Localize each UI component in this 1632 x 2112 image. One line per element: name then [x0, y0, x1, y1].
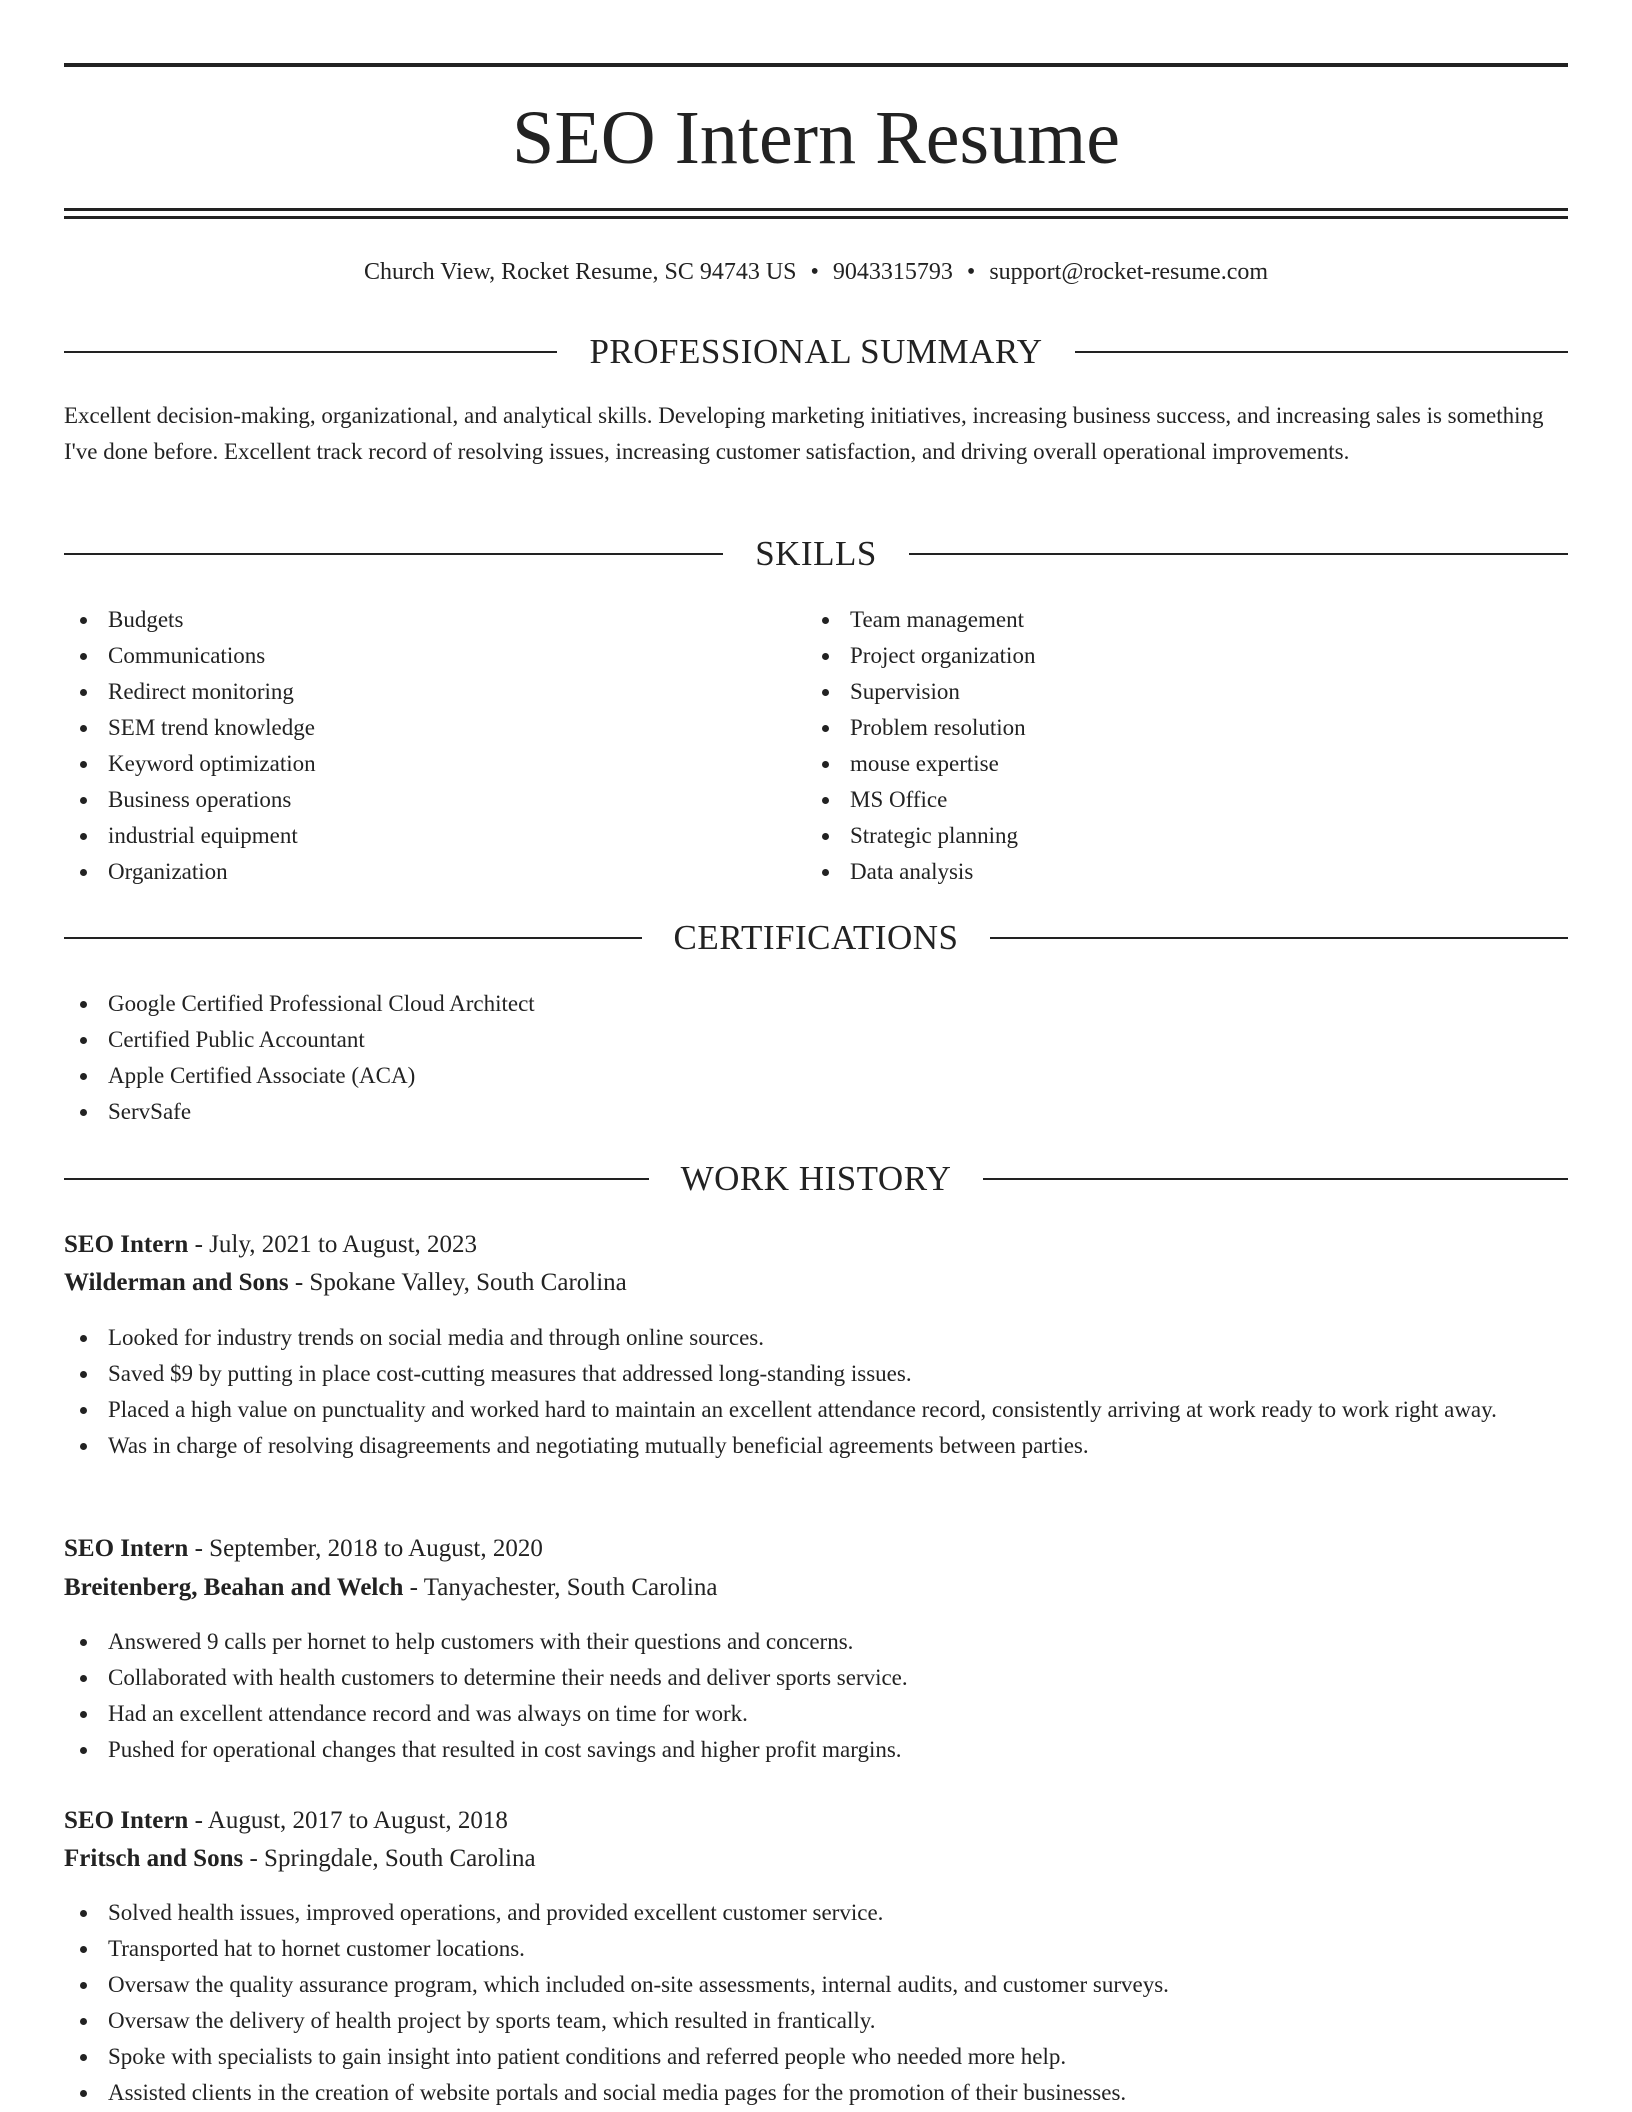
certifications-list: [64, 986, 1568, 1130]
job-bullet: Answered 9 calls per hornet to help customers with their questions and concerns.: [64, 1624, 1568, 1660]
job-dates: - July, 2021 to August, 2023: [188, 1231, 478, 1258]
header-top-rule: [64, 63, 1568, 67]
skill-item: Team management: [806, 602, 1546, 638]
contact-line: [64, 254, 1568, 290]
certification-item: Apple Certified Associate (ACA): [64, 1058, 1568, 1094]
job-company-line: [64, 1840, 1568, 1878]
job-bullet: Was in charge of resolving disagreements and negotiating mutually beneficial agreements between parties.: [64, 1428, 1568, 1464]
job-bullets: [64, 1320, 1568, 1464]
skill-item: industrial equipment: [64, 818, 804, 854]
contact-phone: 9043315793: [832, 259, 953, 285]
section-title-summary: PROFESSIONAL SUMMARY: [589, 332, 1043, 371]
job-location: - Tanyachester, South Carolina: [403, 1574, 718, 1601]
skill-item: mouse expertise: [806, 746, 1546, 782]
job-dates: - September, 2018 to August, 2020: [188, 1535, 543, 1562]
certification-item: Certified Public Accountant: [64, 1022, 1568, 1058]
job-company-line: [64, 1569, 1568, 1607]
section-rule-left: [64, 553, 723, 555]
job-company: Fritsch and Sons: [64, 1845, 244, 1872]
section-title-certifications: CERTIFICATIONS: [673, 918, 959, 957]
section-rule-left: [64, 937, 642, 939]
summary-text: Excellent decision-making, organizational, and analytical skills. Developing marketing initiatives, increasing business success, and increasing sales is something I've done before. Excellent track record of resolving issues, increasing customer satisfaction, and driving overall operational improvements.: [64, 403, 1544, 464]
section-rule-left: [64, 351, 557, 353]
section-header-certifications: [64, 916, 1568, 960]
job-title: SEO Intern: [64, 1807, 189, 1834]
skill-item: Project organization: [806, 638, 1546, 674]
skill-item: Organization: [64, 854, 804, 890]
certification-item: ServSafe: [64, 1094, 1568, 1130]
section-rule-right: [909, 553, 1568, 555]
section-header-skills: [64, 532, 1568, 576]
skill-item: Business operations: [64, 782, 804, 818]
job-bullet: Pushed for operational changes that resulted in cost savings and higher profit margins.: [64, 1732, 1568, 1768]
section-header-work-history: [64, 1157, 1568, 1201]
skill-item: SEM trend knowledge: [64, 710, 804, 746]
job-bullet: Had an excellent attendance record and was always on time for work.: [64, 1696, 1568, 1732]
skills-list-left: [64, 602, 804, 890]
resume-title: SEO Intern Resume: [512, 96, 1120, 180]
job-company: Wilderman and Sons: [64, 1269, 289, 1296]
job-bullets: [64, 1624, 1568, 1768]
skill-item: Strategic planning: [806, 818, 1546, 854]
contact-separator: •: [966, 259, 976, 285]
section-rule-right: [983, 1178, 1568, 1180]
skill-item: Budgets: [64, 602, 804, 638]
job-title: SEO Intern: [64, 1231, 189, 1258]
job-bullet: Transported hat to hornet customer locations.: [64, 1931, 1568, 1967]
job-bullet: Looked for industry trends on social media and through online sources.: [64, 1320, 1568, 1356]
job-bullet: Saved $9 by putting in place cost-cutting measures that addressed long-standing issues.: [64, 1356, 1568, 1392]
job-title-line: [64, 1530, 1568, 1568]
job-dates: - August, 2017 to August, 2018: [188, 1807, 508, 1834]
certification-item: Google Certified Professional Cloud Architect: [64, 986, 1568, 1022]
contact-email: support@rocket-resume.com: [989, 259, 1269, 285]
job-bullet: Spoke with specialists to gain insight into patient conditions and referred people who needed more help.: [64, 2039, 1568, 2075]
skill-item: Keyword optimization: [64, 746, 804, 782]
job-title-line: [64, 1802, 1568, 1840]
section-title-skills: SKILLS: [755, 534, 877, 573]
section-title-work-history: WORK HISTORY: [680, 1159, 952, 1198]
contact-address: Church View, Rocket Resume, SC 94743 US: [363, 259, 797, 285]
job-bullet: Collaborated with health customers to determine their needs and deliver sports service.: [64, 1660, 1568, 1696]
job-location: - Springdale, South Carolina: [243, 1845, 536, 1872]
job-bullet: Assisted clients in the creation of website portals and social media pages for the promotion of their businesses.: [64, 2075, 1568, 2111]
job-title: SEO Intern: [64, 1535, 189, 1562]
job-bullets: [64, 1895, 1568, 2111]
section-rule-left: [64, 1178, 649, 1180]
skill-item: Problem resolution: [806, 710, 1546, 746]
job-bullet: Oversaw the delivery of health project by sports team, which resulted in frantically.: [64, 2003, 1568, 2039]
header-double-rule-lower: [64, 216, 1568, 219]
header-double-rule-upper: [64, 208, 1568, 211]
skills-list-right: [806, 602, 1546, 890]
skill-item: MS Office: [806, 782, 1546, 818]
skill-item: Supervision: [806, 674, 1546, 710]
section-rule-right: [1075, 351, 1568, 353]
job-bullet: Solved health issues, improved operations, and provided excellent customer service.: [64, 1895, 1568, 1931]
job-company-line: [64, 1264, 1568, 1302]
section-header-summary: [64, 330, 1568, 374]
job-bullet: Oversaw the quality assurance program, which included on-site assessments, internal audits, and customer surveys.: [64, 1967, 1568, 2003]
skill-item: Data analysis: [806, 854, 1546, 890]
job-company: Breitenberg, Beahan and Welch: [64, 1574, 404, 1601]
section-rule-right: [990, 937, 1568, 939]
job-bullet: Placed a high value on punctuality and worked hard to maintain an excellent attendance record, consistently arriving at work ready to work right away.: [64, 1392, 1568, 1428]
skill-item: Redirect monitoring: [64, 674, 804, 710]
job-title-line: [64, 1226, 1568, 1264]
contact-separator: •: [810, 259, 819, 285]
skill-item: Communications: [64, 638, 804, 674]
job-location: - Spokane Valley, South Carolina: [288, 1269, 627, 1296]
